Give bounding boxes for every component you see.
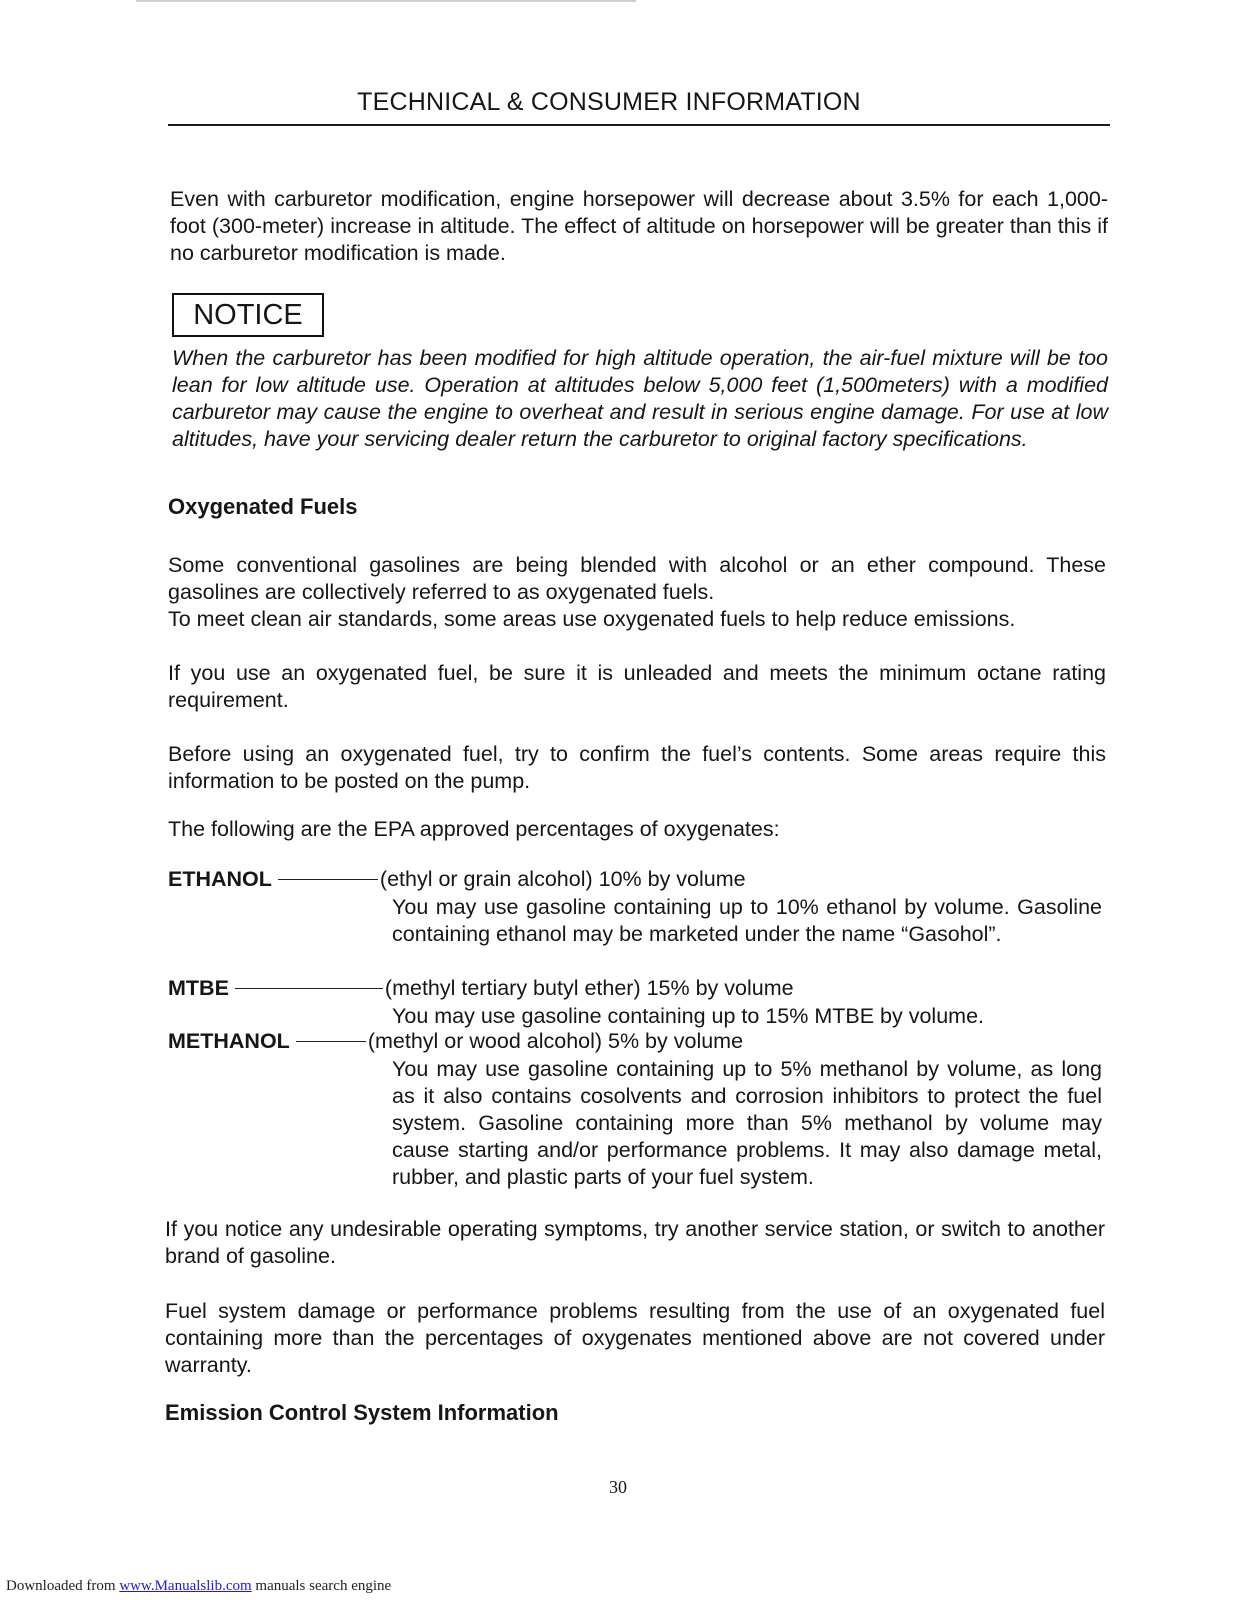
- notice-text: When the carburetor has been modified for high altitude operation, the air-fuel mixture will be too lean for low altitude use. Operation at altitudes below 5,000 feet (1,500meters) with a modified carburetor may cause the engine to overheat and result in serious engine damage. For use at low altitudes, have your servicing dealer return the carburetor to original factory specifications.: [172, 346, 1108, 451]
- oxygenate-row: [168, 1028, 1108, 1055]
- leader-dash: [296, 1041, 366, 1042]
- oxygenated-paragraph-5: If you notice any undesirable operating symptoms, try another service station, or switch to another brand of gasoline.: [165, 1217, 1105, 1268]
- oxygenate-row: [168, 975, 1108, 1002]
- intro-paragraph: Even with carburetor modification, engine horsepower will decrease about 3.5% for each 1,000-foot (300-meter) increase in altitude. The effect of altitude on horsepower will be greater than this if no carburetor modification is made.: [170, 187, 1108, 265]
- page-title: TECHNICAL & CONSUMER INFORMATION: [357, 88, 861, 116]
- oxygenate-name: MTBE: [168, 976, 229, 1000]
- oxygenate-definition: (ethyl or grain alcohol) 10% by volume: [379, 867, 746, 891]
- leader-dash: [235, 988, 383, 989]
- footer: [6, 1578, 391, 1595]
- manualslib-link[interactable]: www.Manualslib.com: [119, 1578, 252, 1594]
- oxygenate-definition: (methyl or wood alcohol) 5% by volume: [367, 1029, 744, 1053]
- oxygenated-paragraph-1b: To meet clean air standards, some areas use oxygenated fuels to help reduce emissions.: [168, 607, 1016, 631]
- footer-prefix: Downloaded from: [6, 1578, 120, 1594]
- footer-suffix: manuals search engine: [251, 1578, 392, 1594]
- page-number: 30: [609, 1477, 627, 1497]
- oxygenate-description: You may use gasoline containing up to 10% ethanol by volume. Gasoline containing ethanol may be marketed under the name “Gasohol”.: [392, 895, 1102, 946]
- leader-dash: [278, 879, 378, 880]
- oxygenate-description: You may use gasoline containing up to 5% methanol by volume, as long as it also contains cosolvents and corrosion inhibitors to protect the fuel system. Gasoline containing more than 5% methanol by volume may cause starting and/or performance problems. It may also damage metal, rubber, and plastic parts of your fuel system.: [392, 1057, 1102, 1189]
- emission-heading: Emission Control System Information: [165, 1400, 559, 1425]
- notice-label: NOTICE: [172, 293, 324, 337]
- oxygenate-description: You may use gasoline containing up to 15% MTBE by volume.: [392, 1004, 984, 1028]
- oxygenated-fuels-heading: Oxygenated Fuels: [168, 494, 358, 519]
- oxygenate-row: [168, 866, 1108, 893]
- oxygenate-name: METHANOL: [168, 1029, 290, 1053]
- oxygenated-paragraph-4: The following are the EPA approved percentages of oxygenates:: [168, 817, 780, 841]
- oxygenated-paragraph-1: Some conventional gasolines are being blended with alcohol or an ether compound. These gasolines are collectively referred to as oxygenated fuels.: [168, 553, 1106, 604]
- header-rule: [168, 124, 1110, 126]
- oxygenate-definition: (methyl tertiary butyl ether) 15% by volume: [384, 976, 794, 1000]
- oxygenated-paragraph-3: Before using an oxygenated fuel, try to confirm the fuel’s contents. Some areas require this information to be posted on the pump.: [168, 742, 1106, 793]
- oxygenated-paragraph-6: Fuel system damage or performance problems resulting from the use of an oxygenated fuel containing more than the percentages of oxygenates mentioned above are not covered under warranty.: [165, 1299, 1105, 1377]
- scan-edge-mark: [136, 0, 636, 2]
- oxygenated-paragraph-2: If you use an oxygenated fuel, be sure it is unleaded and meets the minimum octane rating requirement.: [168, 661, 1106, 712]
- oxygenate-name: ETHANOL: [168, 867, 272, 891]
